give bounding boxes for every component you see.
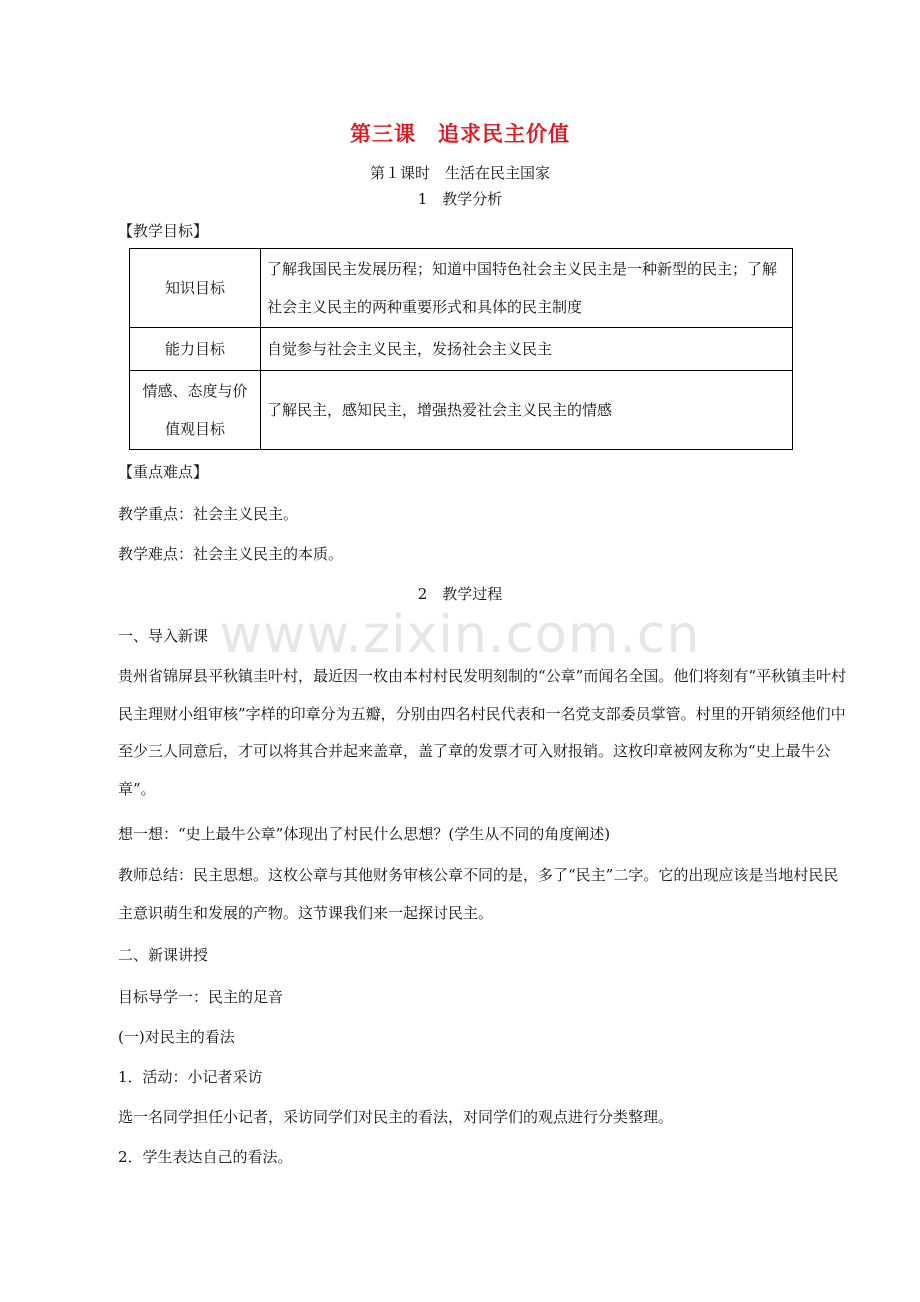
goal-text-ability: 自觉参与社会主义民主，发扬社会主义民主 — [261, 328, 793, 371]
teacher-summary: 教师总结：民主思想。这枚公章与其他财务审核公章不同的是，多了“民主”二字。它的出现应该是当地村民民主意识萌生和发展的产物。这节课我们来一起探讨民主。 — [118, 866, 839, 922]
table-row — [130, 371, 793, 450]
section-teaching-process: 2 教学过程 — [417, 585, 503, 603]
new-lesson-heading: 二、新课讲授 — [118, 946, 209, 964]
key-point: 教学重点：社会主义民主。 — [118, 505, 299, 523]
goal-label-knowledge: 知识目标 — [130, 249, 261, 328]
goals-heading: 【教学目标】 — [118, 222, 209, 240]
goal-label-emotion: 情感、态度与价值观目标 — [130, 371, 261, 450]
goal-label-ability: 能力目标 — [130, 328, 261, 371]
step-students-express: 2．学生表达自己的看法。 — [118, 1148, 293, 1166]
activity-reporter: 1．活动：小记者采访 — [118, 1068, 263, 1086]
teaching-goals-table — [129, 248, 793, 450]
site-watermark: www.zixin.com.cn — [219, 605, 701, 665]
subsection-views-on-democracy: (一)对民主的看法 — [118, 1028, 235, 1046]
difficult-point: 教学难点：社会主义民主的本质。 — [118, 545, 344, 563]
lesson-subtitle: 第１课时 生活在民主国家 — [369, 164, 550, 182]
goal-text-emotion: 了解民主，感知民主，增强热爱社会主义民主的情感 — [261, 371, 793, 450]
goal-guide-one: 目标导学一：民主的足音 — [118, 988, 284, 1006]
intro-paragraph: 贵州省锦屏县平秋镇圭叶村，最近因一枚由本村村民发明刻制的“公章”而闻名全国。他们将刻有“平秋镇圭叶村民主理财小组审核”字样的印章分为五瓣，分别由四名村民代表和一名党支部委员掌管。村里的开销须经他们中至少三人同意后，才可以将其合并起来盖章，盖了章的发票才可入财报销。这枚印章被网友称为“史上最牛公章”。 — [118, 667, 847, 798]
key-points-heading: 【重点难点】 — [118, 463, 209, 481]
intro-heading: 一、导入新课 — [118, 627, 209, 645]
goal-text-knowledge: 了解我国民主发展历程；知道中国特色社会主义民主是一种新型的民主；了解社会主义民主的两种重要形式和具体的民主制度 — [261, 249, 793, 328]
section-teaching-analysis: 1 教学分析 — [417, 190, 503, 208]
activity-description: 选一名同学担任小记者，采访同学们对民主的看法，对同学们的观点进行分类整理。 — [118, 1108, 674, 1126]
lesson-title: 第三课 追求民主价值 — [350, 122, 570, 146]
think-question: 想一想：“史上最牛公章”体现出了村民什么思想？(学生从不同的角度阐述) — [118, 825, 611, 843]
table-row — [130, 249, 793, 328]
table-row — [130, 328, 793, 371]
